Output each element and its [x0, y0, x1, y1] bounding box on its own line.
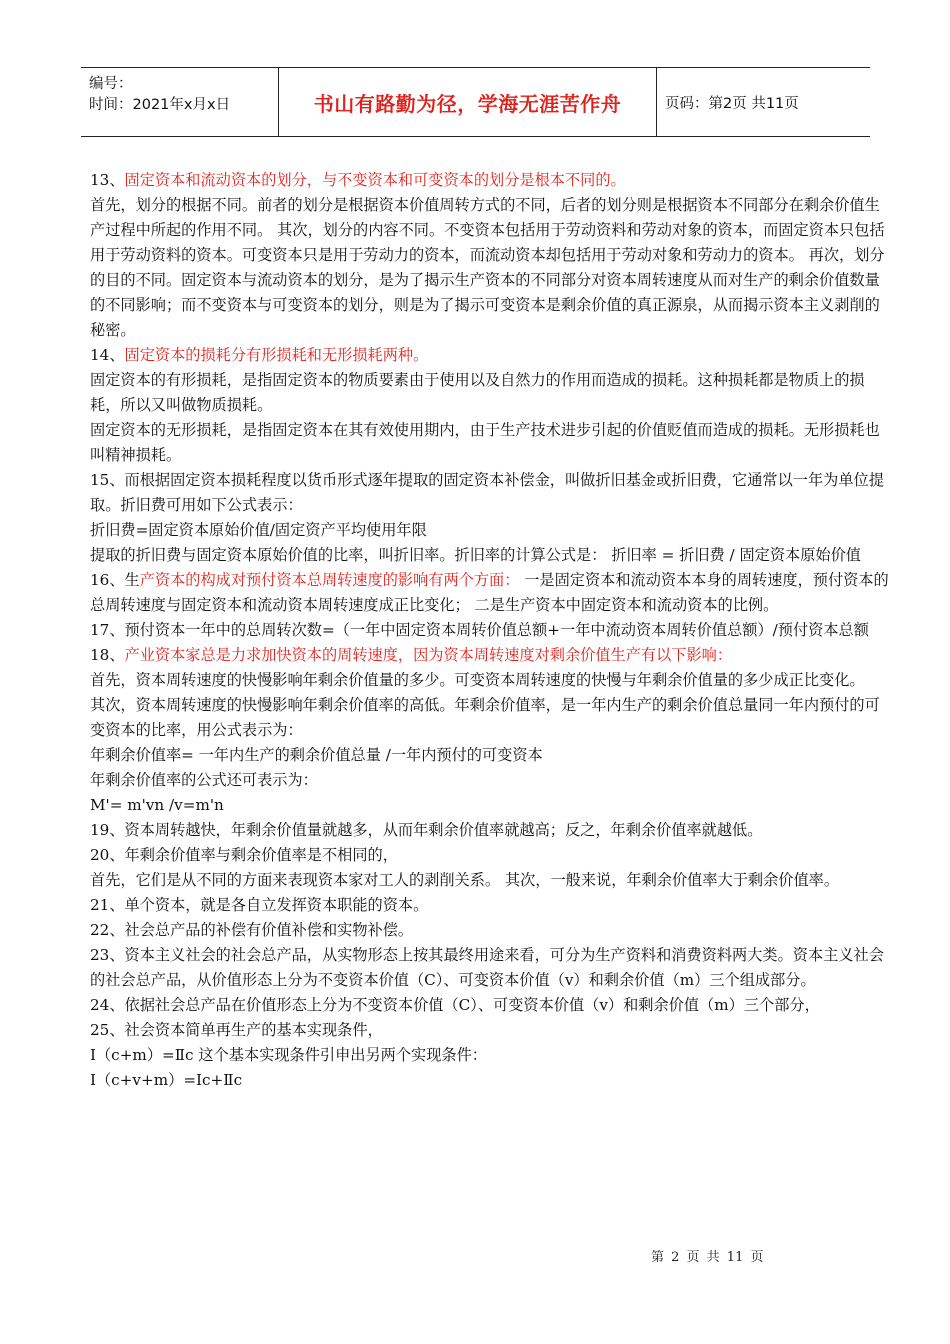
- paragraph: 19、资本周转越快，年剩余价值量就越多，从而年剩余价值率就越高；反之，年剩余价值率就越低。: [90, 821, 763, 839]
- paragraph: 21、单个资本，就是各自立发挥资本职能的资本。: [90, 896, 429, 914]
- paragraph: 13、固定资本和流动资本的划分，与不变资本和可变资本的划分是根本不同的。: [90, 171, 626, 189]
- paragraph: 14、固定资本的损耗分有形损耗和无形损耗两种。: [90, 346, 429, 364]
- paragraph: 提取的折旧费与固定资本原始价值的比率，叫折旧率。折旧率的计算公式是： 折旧率 = 折旧费 / 固定资本原始价值: [90, 546, 861, 564]
- page-footer: 第 2 页 共 11 页: [651, 1250, 764, 1265]
- paragraph: 首先，划分的根据不同。前者的划分是根据资本价值周转方式的不同，后者的划分则是根据资本不同部分在剩余价值生产过程中所起的作用不同。 其次，划分的内容不同。不变资本包括用于劳动资料和劳动对象的资本，而固定资本只包括用于劳动资料的资本。可变资本只是用于劳动力的资本，而流动资本却包括用于劳动对象和劳动力的资本。 再次，划分的目的不同。固定资本与流动资本的划分，是为了揭示生产资本的不同部分对资本周转速度从而对生产的剩余价值数量的不同影响；而不变资本与可变资本的划分，则是为了揭示可变资本是剩余价值的真正源泉，从而揭示资本主义剥削的秘密。: [90, 196, 885, 339]
- document-number: 编号：: [89, 76, 133, 92]
- paragraph: 其次，资本周转速度的快慢影响年剩余价值率的高低。年剩余价值率，是一年内生产的剩余价值总量同一年内预付的可变资本的比率，用公式表示为：: [90, 696, 880, 739]
- paragraph: 15、而根据固定资本损耗程度以货币形式逐年提取的固定资本补偿金，叫做折旧基金或折旧费，它通常以一年为单位提取。折旧费可用如下公式表示：: [90, 471, 884, 514]
- formula-line: M'= m'vn /v=m'n: [90, 796, 224, 814]
- page-header: [81, 67, 870, 137]
- paragraph: 固定资本的无形损耗，是指固定资本在其有效使用期内，由于生产技术进步引起的价值贬值而造成的损耗。无形损耗也叫精神损耗。: [90, 421, 880, 464]
- highlighted-text: 产业资本家总是力求加快资本的周转速度，因为资本周转速度对剩余价值生产有以下影响：: [124, 646, 733, 664]
- paragraph: 首先，它们是从不同的方面来表现资本家对工人的剥削关系。 其次，一般来说，年剩余价值率大于剩余价值率。: [90, 871, 840, 889]
- paragraph: 年剩余价值率的公式还可表示为：: [90, 771, 318, 789]
- formula-line: Ⅰ（c+m）=Ⅱc 这个基本实现条件引申出另两个实现条件：: [90, 1046, 487, 1064]
- highlighted-text: 固定资本的损耗分有形损耗和无形损耗两种。: [124, 346, 429, 364]
- paragraph: 16、生产资本的构成对预付资本总周转速度的影响有两个方面： 一是固定资本和流动资本本身的周转速度，预付资本的总周转速度与固定资本和流动资本周转速度成正比变化； 二是生产资本中固定资本和流动资本的比例。: [90, 571, 889, 614]
- header-meta: [81, 68, 279, 136]
- header-motto-cell: [279, 68, 657, 136]
- formula-line: Ⅰ（c+v+m）=Ic+Ⅱc: [90, 1071, 243, 1089]
- paragraph: 17、预付资本一年中的总周转次数=（一年中固定资本周转价值总额+一年中流动资本周转价值总额）/预付资本总额: [90, 621, 869, 639]
- formula-line: 年剩余价值率= 一年内生产的剩余价值总量 /一年内预付的可变资本: [90, 746, 543, 764]
- header-motto: 书山有路勤为径，学海无涯苦作舟: [313, 91, 622, 116]
- paragraph: 24、依据社会总产品在价值形态上分为不变资本价值（C）、可变资本价值（v）和剩余价值（m）三个部分，: [90, 996, 820, 1014]
- document-date: 时间：2021年x月x日: [89, 97, 231, 113]
- paragraph: 25、社会资本简单再生产的基本实现条件，: [90, 1021, 383, 1039]
- paragraph: 首先，资本周转速度的快慢影响年剩余价值量的多少。可变资本周转速度的快慢与年剩余价值量的多少成正比变化。: [90, 671, 865, 689]
- header-page-info: 页码：第2页 共11页: [665, 95, 799, 112]
- paragraph: 22、社会总产品的补偿有价值补偿和实物补偿。: [90, 921, 414, 939]
- paragraph: 固定资本的有形损耗，是指固定资本的物质要素由于使用以及自然力的作用而造成的损耗。这种损耗都是物质上的损耗，所以又叫做物质损耗。: [90, 371, 865, 414]
- document-body: [90, 168, 894, 1093]
- paragraph: 20、年剩余价值率与剩余价值率是不相同的，: [90, 846, 398, 864]
- formula-line: 折旧费=固定资本原始价值/固定资产平均使用年限: [90, 521, 427, 539]
- paragraph: 18、产业资本家总是力求加快资本的周转速度，因为资本周转速度对剩余价值生产有以下影响：: [90, 646, 733, 664]
- highlighted-text: 产资本的构成对预付资本总周转速度的影响有两个方面：: [139, 571, 520, 589]
- paragraph: 23、资本主义社会的社会总产品，从实物形态上按其最终用途来看，可分为生产资料和消费资料两大类。资本主义社会的社会总产品，从价值形态上分为不变资本价值（C）、可变资本价值（v）和剩余价值（m）三个组成部分。: [90, 946, 884, 989]
- header-page-cell: [657, 68, 870, 136]
- highlighted-text: 固定资本和流动资本的划分，与不变资本和可变资本的划分是根本不同的。: [124, 171, 626, 189]
